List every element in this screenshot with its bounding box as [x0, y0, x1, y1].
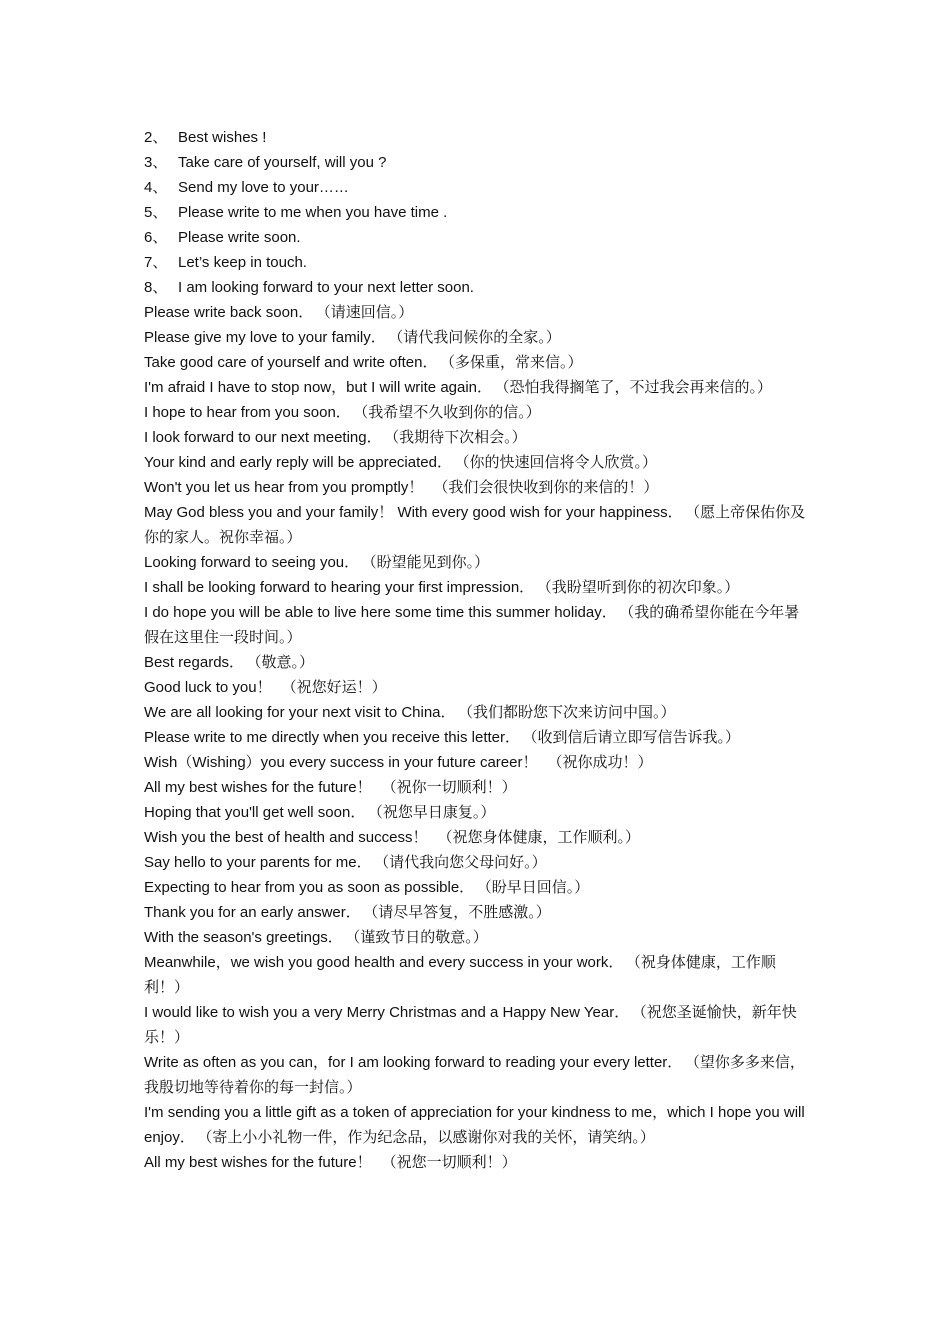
phrase-chinese: （谨致节日的敬意。） [352, 928, 488, 946]
phrase-chinese: （祝您一切顺利！） [381, 1153, 517, 1171]
phrase-english: All my best wishes for the future！ [144, 779, 372, 796]
phrase-line [144, 600, 810, 650]
item-number: 7、 [144, 254, 168, 271]
phrase-chinese: （我的确希望你能在今年暑假在这里住一段时间。） [144, 603, 800, 646]
phrase-chinese: （我期待下次相会。） [391, 428, 527, 446]
phrase-line [144, 1150, 810, 1175]
phrase-line [144, 350, 810, 375]
item-text: Send my love to your…… [178, 179, 349, 196]
phrase-english: We are all looking for your next visit to China． [144, 704, 456, 721]
phrase-chinese: （盼望能见到你。） [369, 553, 490, 571]
list-item [144, 125, 810, 150]
phrase-chinese: （恐怕我得搁笔了，不过我会再来信的。） [502, 378, 773, 396]
phrase-english: All my best wishes for the future！ [144, 1154, 372, 1171]
phrase-english: Meanwhile，we wish you good health and every success in your work． [144, 954, 624, 971]
phrase-chinese: （祝您身体健康，工作顺利。） [437, 828, 640, 846]
phrase-line [144, 675, 810, 700]
phrase-english: I look forward to our next meeting． [144, 429, 382, 446]
phrase-english: Hoping that you'll get well soon． [144, 804, 366, 821]
phrase-list [144, 300, 810, 1175]
phrase-chinese: （祝你一切顺利！） [381, 778, 517, 796]
phrase-english: I hope to hear from you soon． [144, 404, 351, 421]
item-number: 6、 [144, 229, 168, 246]
phrase-line [144, 825, 810, 850]
phrase-chinese: （请速回信。） [323, 303, 414, 321]
phrase-english: Take good care of yourself and write often． [144, 354, 438, 371]
phrase-line [144, 1000, 810, 1050]
item-number: 2、 [144, 129, 168, 146]
phrase-english: Thank you for an early answer． [144, 904, 361, 921]
phrase-chinese: （请代我向您父母问好。） [381, 853, 547, 871]
phrase-chinese: （我们会很快收到你的来信的！） [433, 478, 659, 496]
phrase-line [144, 400, 810, 425]
phrase-english: May God bless you and your family！ With every good wish for your happiness． [144, 504, 683, 521]
phrase-line [144, 575, 810, 600]
phrase-line [144, 800, 810, 825]
phrase-english: Looking forward to seeing you． [144, 554, 360, 571]
phrase-english: Best regards． [144, 654, 245, 671]
item-number: 5、 [144, 204, 168, 221]
list-item [144, 200, 810, 225]
phrase-line [144, 850, 810, 875]
phrase-chinese: （望你多多来信，我殷切地等待着你的每一封信。） [144, 1053, 805, 1096]
phrase-chinese: （祝您好运！） [281, 678, 387, 696]
phrase-chinese: （收到信后请立即写信告诉我。） [530, 728, 741, 746]
phrase-chinese: （请代我问候你的全家。） [395, 328, 561, 346]
item-text: Take care of yourself, will you ? [178, 154, 387, 171]
phrase-line [144, 900, 810, 925]
phrase-english: Expecting to hear from you as soon as possible． [144, 879, 475, 896]
phrase-chinese: （我盼望听到你的初次印象。） [544, 578, 740, 596]
item-text: Best wishes ! [178, 129, 267, 146]
phrase-english: With the season's greetings． [144, 929, 343, 946]
phrase-chinese: （我希望不久收到你的信。） [360, 403, 541, 421]
phrase-chinese: （你的快速回信将令人欣赏。） [461, 453, 657, 471]
item-number: 4、 [144, 179, 168, 196]
phrase-chinese: （我们都盼您下次来访问中国。） [465, 703, 676, 721]
phrase-line [144, 500, 810, 550]
phrase-english: Your kind and early reply will be appreciated． [144, 454, 452, 471]
phrase-english: I would like to wish you a very Merry Christmas and a Happy New Year． [144, 1004, 630, 1021]
document-body [144, 125, 810, 1175]
phrase-line [144, 875, 810, 900]
item-number: 3、 [144, 154, 168, 171]
phrase-english: I'm afraid I have to stop now，but I will write again． [144, 379, 493, 396]
phrase-line [144, 300, 810, 325]
phrase-english: Please write to me directly when you receive this letter． [144, 729, 520, 746]
phrase-line [144, 550, 810, 575]
phrase-line [144, 325, 810, 350]
numbered-list [144, 125, 810, 300]
phrase-chinese: （祝您早日康复。） [375, 803, 496, 821]
phrase-english: Please give my love to your family． [144, 329, 386, 346]
phrase-line [144, 1050, 810, 1100]
phrase-chinese: （祝您圣诞愉快，新年快乐！） [144, 1003, 797, 1046]
phrase-chinese: （愿上帝保佑你及你的家人。祝你幸福。） [144, 503, 806, 546]
phrase-english: I'm sending you a little gift as a token of appreciation for your kindness to me，which I hope you will enjoy． [144, 1104, 805, 1146]
item-text: Please write to me when you have time . [178, 204, 448, 221]
phrase-english: Say hello to your parents for me． [144, 854, 372, 871]
phrase-chinese: （敬意。） [254, 653, 315, 671]
phrase-english: I do hope you will be able to live here some time this summer holiday． [144, 604, 617, 621]
list-item [144, 250, 810, 275]
phrase-english: Please write back soon． [144, 304, 314, 321]
phrase-english: Write as often as you can，for I am looking forward to reading your every letter． [144, 1054, 683, 1071]
item-text: Let’s keep in touch. [178, 254, 307, 271]
phrase-line [144, 700, 810, 725]
phrase-line [144, 450, 810, 475]
phrase-line [144, 725, 810, 750]
phrase-chinese: （多保重，常来信。） [447, 353, 583, 371]
phrase-line [144, 775, 810, 800]
item-text: Please write soon. [178, 229, 301, 246]
phrase-line [144, 475, 810, 500]
phrase-chinese: （请尽早答复，不胜感激。） [370, 903, 551, 921]
list-item [144, 225, 810, 250]
phrase-chinese: （祝身体健康，工作顺利！） [144, 953, 776, 996]
phrase-chinese: （祝你成功！） [547, 753, 653, 771]
list-item [144, 175, 810, 200]
phrase-english: Good luck to you！ [144, 679, 272, 696]
phrase-english: Wish you the best of health and success！ [144, 829, 428, 846]
phrase-english: I shall be looking forward to hearing your first impression． [144, 579, 535, 596]
phrase-english: Wish（Wishing）you every success in your future career！ [144, 754, 538, 771]
phrase-english: Won't you let us hear from you promptly！ [144, 479, 424, 496]
phrase-line [144, 425, 810, 450]
phrase-line [144, 950, 810, 1000]
phrase-line [144, 925, 810, 950]
list-item [144, 275, 810, 300]
phrase-line [144, 650, 810, 675]
phrase-line [144, 375, 810, 400]
phrase-line [144, 750, 810, 775]
phrase-chinese: （寄上小小礼物一件，作为纪念品，以感谢你对我的关怀，请笑纳。） [204, 1128, 655, 1146]
list-item [144, 150, 810, 175]
phrase-line [144, 1100, 810, 1150]
item-text: I am looking forward to your next letter soon. [178, 279, 474, 296]
phrase-chinese: （盼早日回信。） [484, 878, 590, 896]
item-number: 8、 [144, 279, 168, 296]
